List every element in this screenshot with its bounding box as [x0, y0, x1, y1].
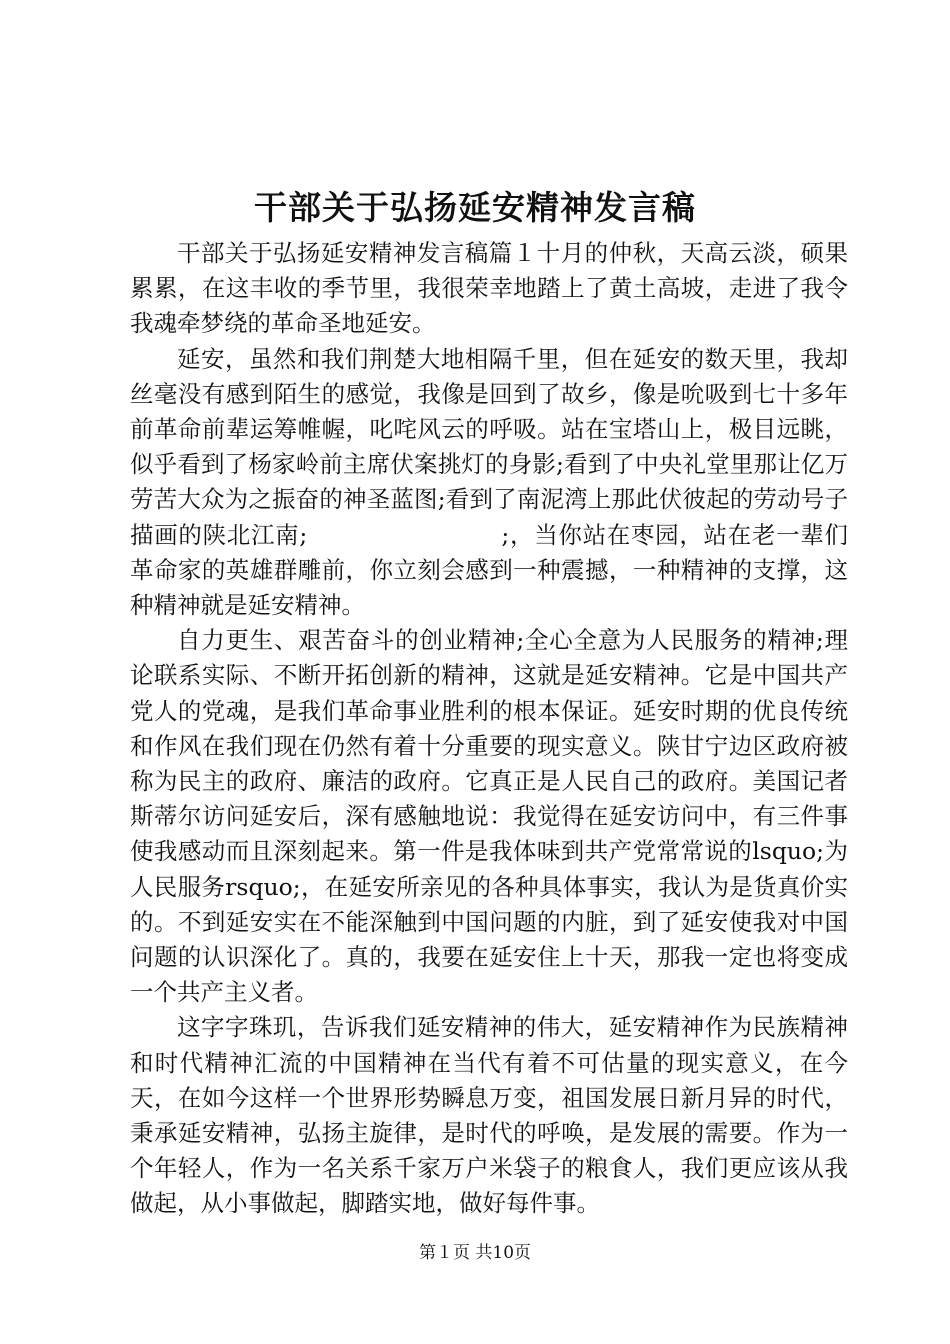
paragraph-4: 这字字珠玑，告诉我们延安精神的伟大，延安精神作为民族精神和时代精神汇流的中国精神在当代有着不可估量的现实意义，在今天，在如今这样一个世界形势瞬息万变，祖国发展日新月异的时代，秉承延安精神，弘扬主旋律，是时代的呼唤，是发展的需要。作为一个年轻人，作为一名关系千家万户米袋子的粮食人，我们更应该从我做起，从小事做起，脚踏实地，做好每件事。 [130, 1013, 848, 1218]
paragraph-1: 干部关于弘扬延安精神发言稿篇１十月的仲秋，天高云淡，硕果累累，在这丰收的季节里，我很荣幸地踏上了黄土高坡，走进了我令我魂牵梦绕的革命圣地延安。 [130, 239, 848, 338]
paragraph-2: 延安，虽然和我们荆楚大地相隔千里，但在延安的数天里，我却丝毫没有感到陌生的感觉，我像是回到了故乡，像是吮吸到七十多年前革命前辈运筹帷幄，叱咤风云的呼吸。站在宝塔山上，极目远眺，似乎看到了杨家岭前主席伏案挑灯的身影;看到了中央礼堂里那让亿万劳苦大众为之振奋的神圣蓝图;看到了南泥湾上那此伏彼起的劳动号子描画的陕北江南; ;，当你站在枣园，站在老一辈们革命家的英雄群雕前，你立刻会感到一种震撼，一种精神的支撑，这种精神就是延安精神。 [130, 344, 848, 620]
document-body [130, 236, 848, 1222]
page-number-footer: 第１页 共10页 [418, 1243, 532, 1263]
document-title: 干部关于弘扬延安精神发言稿 [254, 188, 696, 227]
paragraph-3: 自力更生、艰苦奋斗的创业精神;全心全意为人民服务的精神;理论联系实际、不断开拓创新的精神，这就是延安精神。它是中国共产党人的党魂，是我们革命事业胜利的根本保证。延安时期的优良传统和作风在我们现在仍然有着十分重要的现实意义。陕甘宁边区政府被称为民主的政府、廉洁的政府。它真正是人民自己的政府。美国记者斯蒂尔访问延安后，深有感触地说：我觉得在延安访问中，有三件事使我感动而且深刻起来。第一件是我体味到共产党常常说的lsquo;为人民服务rsquo;，在延安所亲见的各种具体事实，我认为是货真价实的。不到延安实在不能深触到中国问题的内脏，到了延安使我对中国问题的认识深化了。真的，我要在延安住上十天，那我一定也将变成一个共产主义者。 [130, 626, 848, 1007]
